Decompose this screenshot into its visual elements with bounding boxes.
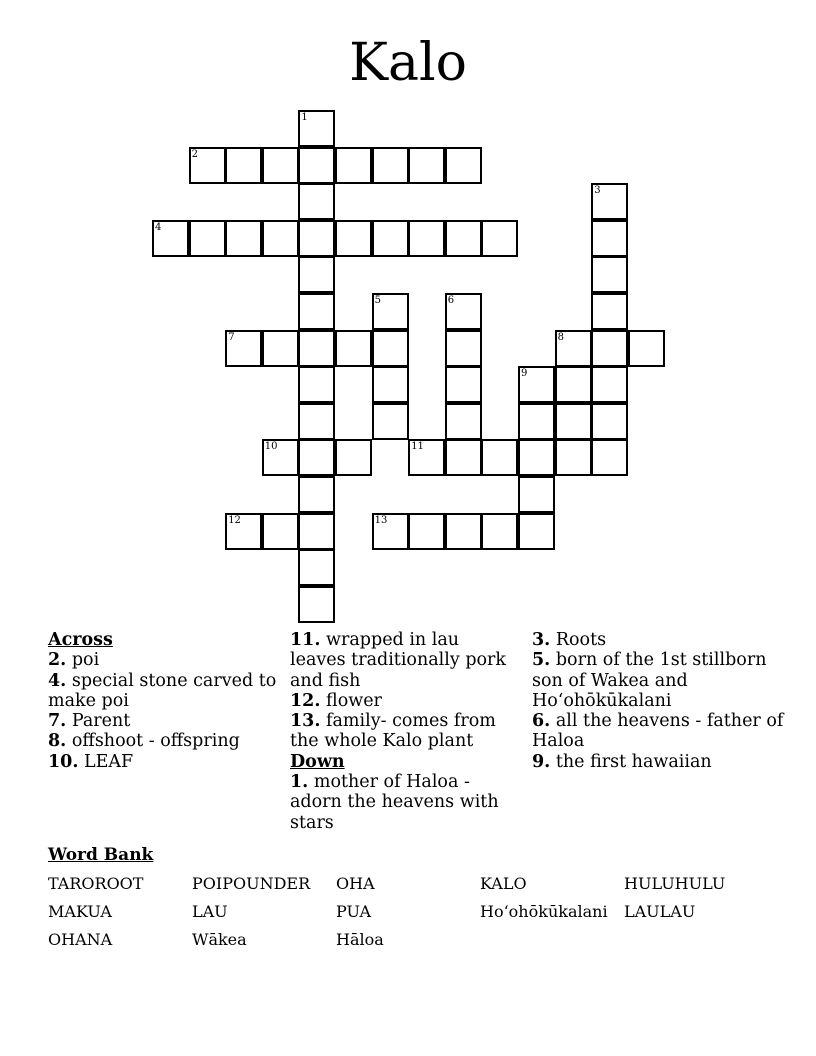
clue-number: 3. [532,630,551,650]
grid-cell[interactable] [298,549,335,586]
clue-text: Roots [550,630,607,650]
across-heading: Across [48,630,113,650]
grid-cell[interactable] [591,439,628,476]
grid-cell[interactable] [591,220,628,257]
grid-cell[interactable] [225,147,262,184]
grid-cell[interactable] [445,513,482,550]
grid-cell[interactable] [298,147,335,184]
grid-cell[interactable] [481,513,518,550]
clue [290,772,520,833]
word-bank-item: KALO [480,874,527,893]
grid-cell[interactable] [518,403,555,440]
grid-cell[interactable] [408,513,445,550]
clue-number: 5. [532,650,551,671]
grid-cell[interactable] [372,147,409,184]
clue-number: 10. [48,751,79,772]
grid-cell[interactable] [408,439,445,476]
grid-cell[interactable] [481,439,518,476]
clue-text: born of the 1st stillborn son of Wakea and Hoʻohōkūkalani [532,650,767,711]
grid-cell[interactable] [555,403,592,440]
word-bank-item: OHANA [48,930,113,949]
clue-number: 6. [532,711,551,732]
clue-number: 7. [48,711,67,732]
grid-cell[interactable] [445,220,482,257]
clues-column-2 [290,630,520,833]
clue-text: LEAF [78,751,134,772]
clue-number: 9 [521,368,528,380]
clue [48,731,278,751]
grid-cell[interactable] [262,220,299,257]
clue-text: wrapped in lau leaves traditionally pork and fish [290,630,507,691]
clue-text: mother of Haloa - adorn the heavens with stars [290,772,499,833]
word-bank-item: HULUHULU [624,874,726,893]
clue-text: Parent [66,711,131,732]
grid-cell[interactable] [591,293,628,330]
clue-text: family- comes from the whole Kalo plant [290,711,496,752]
word-bank-item: OHA [336,874,375,893]
grid-cell[interactable] [262,330,299,367]
word-bank-heading: Word Bank [48,845,154,865]
grid-cell[interactable] [445,293,482,330]
grid-cell[interactable] [372,293,409,330]
clue [532,711,792,752]
word-bank-item: LAULAU [624,902,696,921]
clues-column-1 [48,630,278,772]
clue-number: 3 [594,185,601,197]
grid-cell[interactable] [372,366,409,403]
clue [290,691,520,711]
clue-number: 10 [264,441,278,453]
clue-number: 4. [48,670,67,691]
clue-number: 13. [290,711,321,732]
down-heading: Down [290,751,345,772]
clue [290,630,520,691]
clue-number: 12 [228,514,241,526]
grid-cell[interactable] [298,403,335,440]
grid-cell[interactable] [372,220,409,257]
grid-cell[interactable] [298,256,335,293]
clue-number: 8 [557,331,564,343]
grid-cell[interactable] [335,330,372,367]
word-bank-item: Hoʻohōkūkalani [480,902,608,921]
grid-cell[interactable] [591,256,628,293]
word-bank-item: LAU [192,902,228,921]
clue-number: 11. [290,630,321,650]
grid-cell[interactable] [298,293,335,330]
grid-cell[interactable] [372,330,409,367]
clue [532,752,792,772]
clue-text: the first hawaiian [550,751,712,772]
clue-number: 1 [301,112,308,123]
grid-cell[interactable] [298,476,335,513]
grid-cell[interactable] [518,366,555,403]
clue-number: 1. [290,772,309,793]
grid-cell[interactable] [298,220,335,257]
grid-cell[interactable] [298,110,335,147]
grid-cell[interactable] [555,366,592,403]
grid-cell[interactable] [518,513,555,550]
page-title: Kalo [349,33,467,93]
clue-text: all the heavens - father of Haloa [532,711,784,752]
grid-cell[interactable] [298,366,335,403]
grid-cell[interactable] [408,147,445,184]
clue-number: 2 [191,148,198,160]
grid-cell[interactable] [591,403,628,440]
clue [48,752,278,772]
grid-cell[interactable] [298,183,335,220]
clue [532,630,792,650]
grid-cell[interactable] [445,403,482,440]
grid-cell[interactable] [298,330,335,367]
clue [48,711,278,731]
grid-cell[interactable] [481,220,518,257]
grid-cell[interactable] [335,439,372,476]
grid-cell[interactable] [555,439,592,476]
grid-cell[interactable] [591,330,628,367]
word-bank [48,874,768,958]
clue-number: 9. [532,751,551,772]
grid-cell[interactable] [189,220,226,257]
clue [48,650,278,670]
grid-cell[interactable] [591,183,628,220]
clue-number: 4 [155,221,162,233]
grid-cell[interactable] [225,220,262,257]
clue [290,711,520,752]
clue-number: 2. [48,650,67,671]
clue-text: poi [66,650,100,671]
grid-cell[interactable] [628,330,665,367]
word-bank-item: POIPOUNDER [192,874,311,893]
clue-number: 11 [411,441,424,453]
word-bank-item: MAKUA [48,902,112,921]
grid-cell[interactable] [445,147,482,184]
grid-cell[interactable] [298,586,335,623]
grid-cell[interactable] [372,513,409,550]
clue-number: 13 [374,514,388,526]
word-bank-item: TAROROOT [48,874,144,893]
clue [48,671,278,712]
clue-number: 8. [48,731,67,752]
grid-cell[interactable] [518,439,555,476]
grid-cell[interactable] [225,513,262,550]
grid-cell[interactable] [225,330,262,367]
grid-cell[interactable] [335,147,372,184]
grid-cell[interactable] [445,330,482,367]
grid-cell[interactable] [189,147,226,184]
grid-cell[interactable] [298,439,335,476]
word-bank-item: PUA [336,902,372,921]
grid-cell[interactable] [408,220,445,257]
grid-cell[interactable] [591,366,628,403]
clue-number: 6 [447,295,455,306]
grid-cell[interactable] [262,147,299,184]
grid-cell[interactable] [262,513,299,550]
grid-cell[interactable] [445,366,482,403]
clue-number: 5 [374,295,381,306]
grid-cell[interactable] [152,220,189,257]
grid-cell[interactable] [518,476,555,513]
clue-text: special stone carved to make poi [48,670,277,711]
clue [532,650,792,711]
clues-column-3 [532,630,792,772]
grid-cell[interactable] [335,220,372,257]
clue-text: offshoot - offspring [66,731,240,752]
grid-cell[interactable] [445,439,482,476]
grid-cell[interactable] [555,330,592,367]
grid-cell[interactable] [372,403,409,440]
grid-cell[interactable] [262,439,299,476]
word-bank-item: Wākea [192,930,247,949]
clue-number: 12. [290,690,321,711]
grid-cell[interactable] [298,513,335,550]
clue-text: flower [320,690,382,711]
clue-number: 7 [228,331,235,343]
word-bank-item: Hāloa [336,930,384,949]
